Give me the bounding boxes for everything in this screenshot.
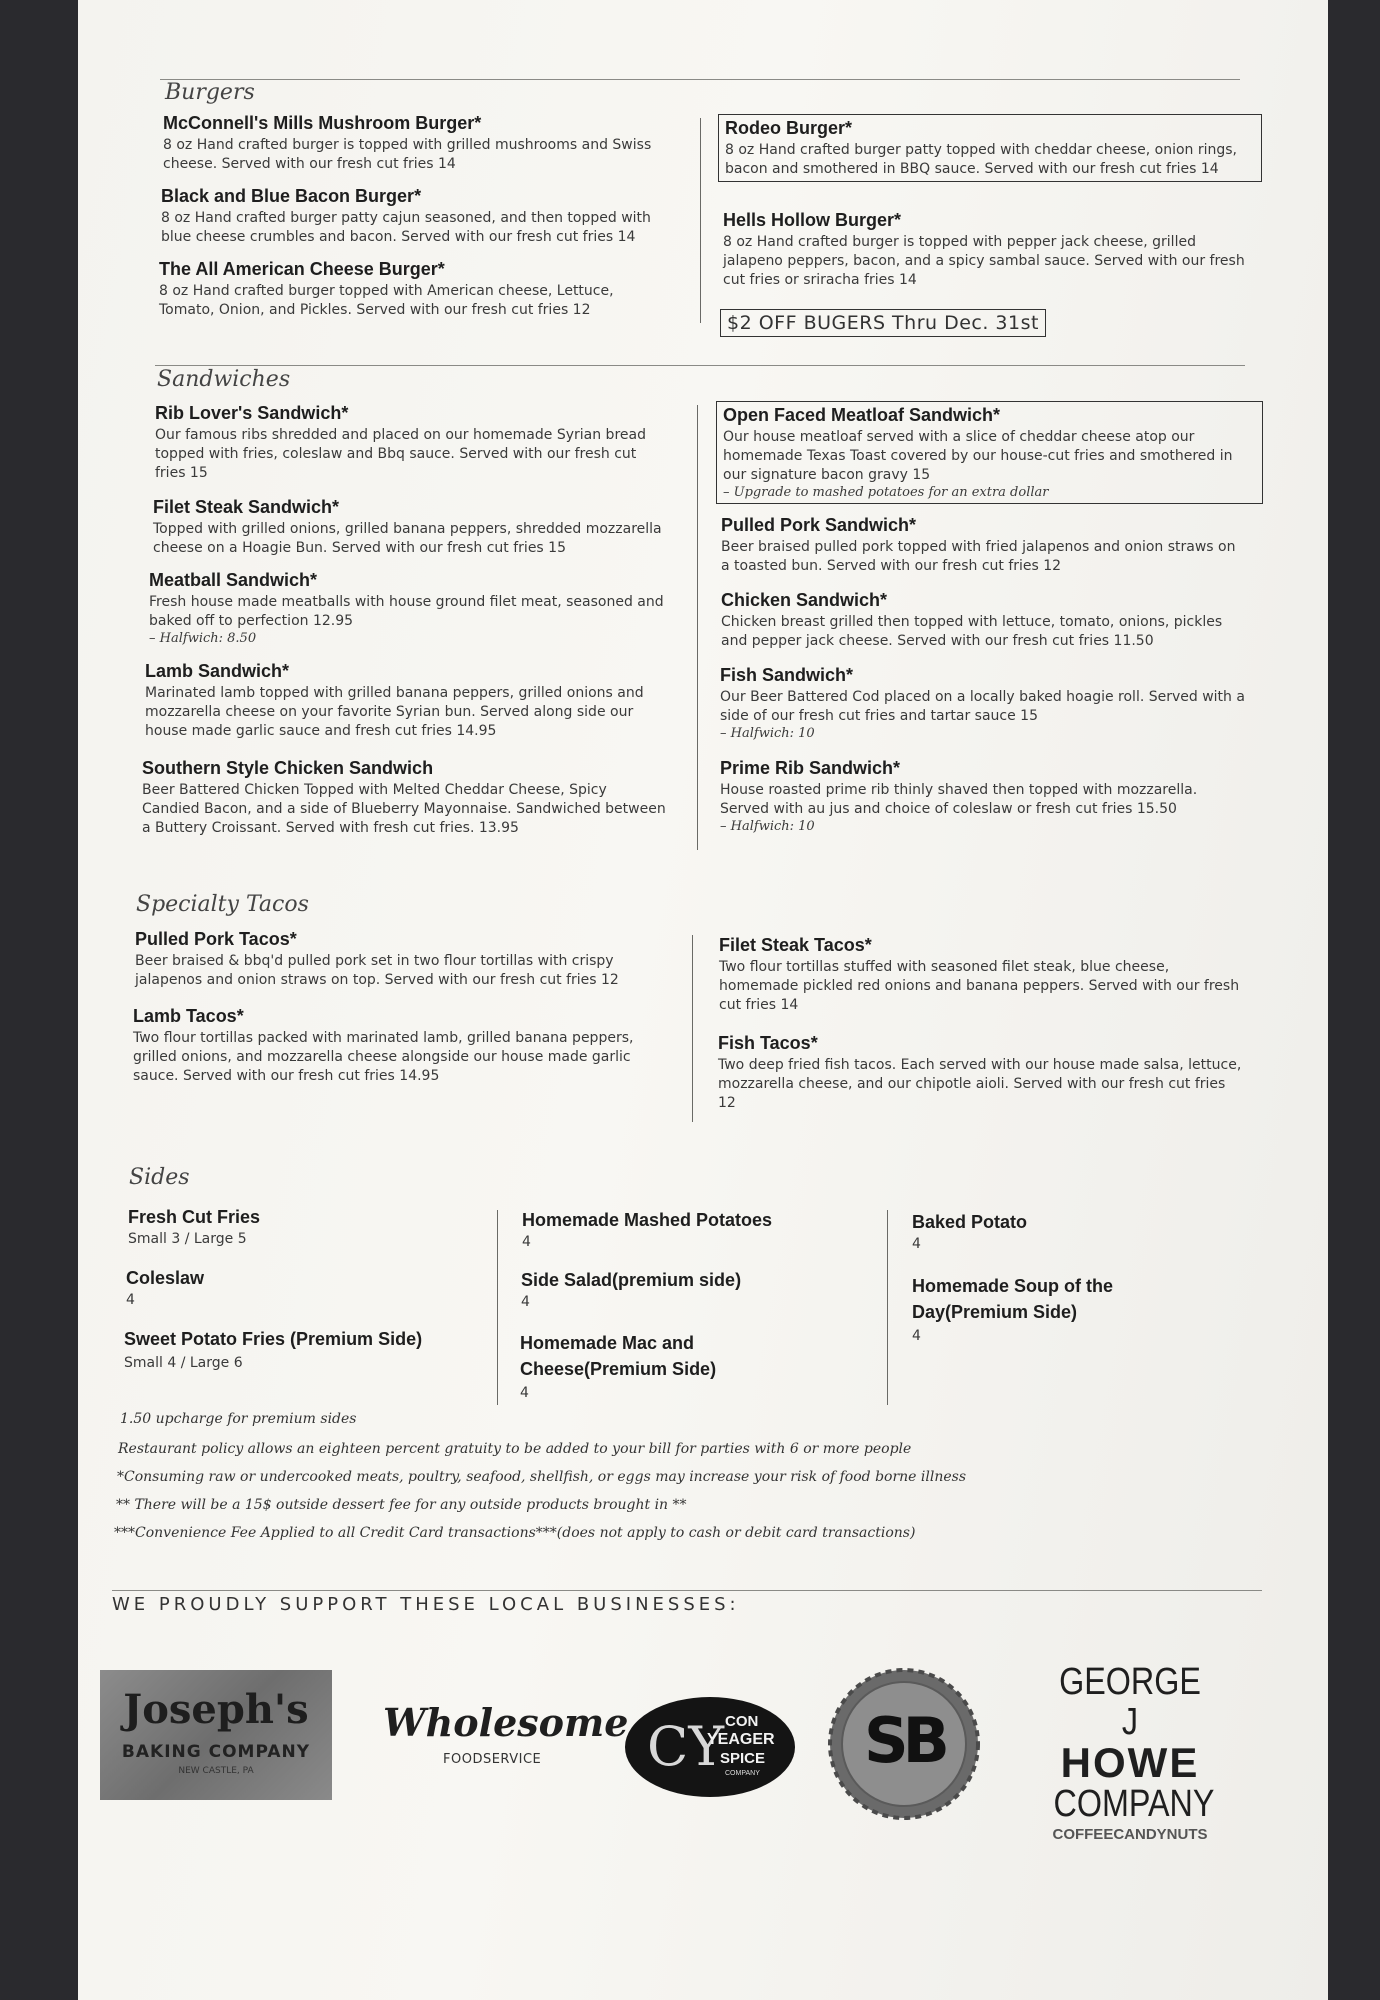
item-name: Homemade Mashed Potatoes — [522, 1210, 773, 1230]
item-price: 4 — [520, 1385, 529, 1401]
menu-item — [155, 403, 670, 483]
item-note: – Halfwich: 10 — [720, 819, 815, 834]
section-divider — [112, 1590, 1262, 1591]
section-divider — [160, 79, 1240, 80]
item-name: Prime Rib Sandwich* — [720, 758, 901, 778]
menu-item — [720, 665, 1245, 742]
item-name: Homemade Mac and Cheese(Premium Side) — [520, 1333, 717, 1379]
menu-item — [163, 113, 673, 174]
menu-item — [721, 515, 1246, 576]
side-item — [522, 1210, 842, 1252]
josephs-logo-name: Joseph's — [123, 1686, 309, 1733]
con-yeager-line3: SPICE — [720, 1750, 766, 1767]
side-item — [912, 1212, 1212, 1254]
menu-item — [133, 1006, 663, 1086]
wholesome-logo-name: Wholesome — [383, 1700, 629, 1745]
item-description: 8 oz Hand crafted burger patty cajun seasoned, and then topped with blue cheese crumbles and bacon. Served with our fresh cut fries 14 — [161, 210, 651, 245]
menu-item — [721, 590, 1246, 651]
menu-item — [149, 570, 669, 647]
menu-item — [718, 1033, 1243, 1113]
menu-item — [720, 758, 1245, 835]
item-name: Side Salad(premium side) — [521, 1270, 742, 1290]
column-divider — [692, 935, 693, 1122]
menu-item — [719, 935, 1244, 1015]
item-description: Beer braised pulled pork topped with fried jalapenos and onion straws on a toasted bun. Served with our fresh cut fries 12 — [721, 539, 1236, 574]
item-name: Black and Blue Bacon Burger* — [161, 186, 422, 206]
menu-item — [142, 758, 667, 838]
george-j-howe-logo — [1040, 1661, 1220, 1843]
item-name: Filet Steak Tacos* — [719, 935, 872, 955]
con-yeager-line2: YEAGER — [707, 1731, 775, 1748]
con-yeager-line4: COMPANY — [725, 1770, 760, 1777]
menu-item — [145, 661, 670, 741]
sb-bottle-cap-logo — [828, 1668, 980, 1820]
item-name: Meatball Sandwich* — [149, 570, 318, 590]
item-description: Beer braised & bbq'd pulled pork set in two flour tortillas with crispy jalapenos and onion straws on top. Served with our fresh cut fries 12 — [135, 953, 619, 988]
wholesome-foodservice-logo — [383, 1700, 629, 1780]
item-description: Topped with grilled onions, grilled banana peppers, shredded mozzarella cheese on a Hoagie Bun. Served with our fresh cut fries 15 — [153, 521, 662, 556]
side-item — [124, 1326, 424, 1373]
side-item — [521, 1270, 841, 1312]
item-note: – Halfwich: 8.50 — [149, 631, 257, 646]
side-item — [128, 1207, 428, 1249]
item-price: 4 — [912, 1328, 921, 1344]
item-name: Southern Style Chicken Sandwich — [142, 758, 434, 778]
item-name: Homemade Soup of the Day(Premium Side) — [912, 1276, 1114, 1322]
item-description: House roasted prime rib thinly shaved then topped with mozzarella. Served with au jus and choice of coleslaw or fresh cut fries 15.50 — [720, 782, 1198, 817]
item-name: Hells Hollow Burger* — [723, 210, 902, 230]
item-name: Rib Lover's Sandwich* — [155, 403, 349, 423]
menu-item — [161, 186, 671, 247]
item-name: Coleslaw — [126, 1268, 205, 1288]
wholesome-logo-tagline: FOODSERVICE — [443, 1752, 542, 1767]
footnote: ***Convenience Fee Applied to all Credit Card transactions***(does not apply to cash or debit card transactions) — [114, 1525, 916, 1541]
howe-logo-line2: HOWE — [1060, 1739, 1200, 1786]
column-divider — [700, 118, 701, 323]
item-name: Fresh Cut Fries — [128, 1207, 261, 1227]
side-item — [912, 1273, 1162, 1346]
item-note: – Upgrade to mashed potatoes for an extra dollar — [723, 485, 1049, 500]
item-name: McConnell's Mills Mushroom Burger* — [163, 113, 482, 133]
menu-item — [723, 210, 1248, 290]
item-name: Baked Potato — [912, 1212, 1028, 1232]
con-yeager-line1: CON — [725, 1713, 759, 1730]
section-title-burgers: Burgers — [165, 80, 255, 105]
section-title-sides: Sides — [129, 1165, 190, 1190]
item-description: Two deep fried fish tacos. Each served with our house made salsa, lettuce, mozzarella cheese, and our chipotle aioli. Served with our fresh cut fries 12 — [718, 1057, 1242, 1111]
item-name: The All American Cheese Burger* — [159, 259, 445, 279]
item-price: Small 3 / Large 5 — [128, 1231, 247, 1247]
column-divider — [497, 1210, 498, 1405]
side-item — [126, 1268, 426, 1310]
column-divider — [697, 405, 698, 850]
footnote: Restaurant policy allows an eighteen percent gratuity to be added to your bill for parties with 6 or more people — [118, 1441, 912, 1457]
item-price: 4 — [126, 1292, 135, 1308]
section-divider — [155, 365, 1245, 366]
item-description: 8 oz Hand crafted burger topped with American cheese, Lettuce, Tomato, Onion, and Pickles. Served with our fresh cut fries 12 — [159, 283, 614, 318]
item-name: Fish Sandwich* — [720, 665, 854, 685]
item-name: Sweet Potato Fries (Premium Side) — [124, 1329, 423, 1349]
item-name: Rodeo Burger* — [725, 118, 853, 138]
menu-item-featured — [716, 401, 1263, 504]
item-price: 4 — [912, 1236, 921, 1252]
footnote: ** There will be a 15$ outside dessert fee for any outside products brought in ** — [116, 1497, 687, 1513]
item-description: Beer Battered Chicken Topped with Melted Cheddar Cheese, Spicy Candied Bacon, and a side of Blueberry Mayonnaise. Sandwiched between a Buttery Croissant. Served with fresh cut fries. 13.95 — [142, 782, 666, 836]
item-description: 8 oz Hand crafted burger patty topped with cheddar cheese, onion rings, bacon and smothered in BBQ sauce. Served with our fresh cut fries 14 — [725, 142, 1237, 177]
item-description: 8 oz Hand crafted burger is topped with grilled mushrooms and Swiss cheese. Served with our fresh cut fries 14 — [163, 137, 652, 172]
josephs-baking-logo — [100, 1670, 332, 1800]
josephs-logo-tagline: BAKING COMPANY — [121, 1742, 311, 1762]
item-name: Filet Steak Sandwich* — [153, 497, 340, 517]
item-name: Chicken Sandwich* — [721, 590, 888, 610]
item-name: Open Faced Meatloaf Sandwich* — [723, 405, 1001, 425]
item-name: Lamb Tacos* — [133, 1006, 244, 1026]
josephs-logo-location: NEW CASTLE, PA — [178, 1766, 254, 1776]
item-name: Fish Tacos* — [718, 1033, 818, 1053]
item-price: 4 — [522, 1234, 531, 1250]
item-description: Our house meatloaf served with a slice of cheddar cheese atop our homemade Texas Toast covered by our house-cut fries and smothered in our signature bacon gravy 15 — [723, 429, 1233, 483]
item-description: Two flour tortillas packed with marinated lamb, grilled banana peppers, grilled onions, and mozzarella cheese alongside our house made garlic sauce. Served with our fresh cut fries 14.95 — [133, 1030, 634, 1084]
section-title-tacos: Specialty Tacos — [136, 892, 309, 917]
item-name: Pulled Pork Tacos* — [135, 929, 297, 949]
menu-item — [153, 497, 668, 558]
footnote: *Consuming raw or undercooked meats, poultry, seafood, shellfish, or eggs may increase your risk of food borne illness — [117, 1469, 967, 1485]
item-name: Pulled Pork Sandwich* — [721, 515, 917, 535]
footnote: 1.50 upcharge for premium sides — [120, 1411, 357, 1427]
item-description: 8 oz Hand crafted burger is topped with pepper jack cheese, grilled jalapeno peppers, bacon, and a spicy sambal sauce. Served with our fresh cut fries or sriracha fries 14 — [723, 234, 1245, 288]
item-description: Two flour tortillas stuffed with seasoned filet steak, blue cheese, homemade pickled red onions and banana peppers. Served with our fresh cut fries 14 — [719, 959, 1240, 1013]
menu-item-featured — [718, 114, 1262, 182]
item-name: Lamb Sandwich* — [145, 661, 290, 681]
item-description: Marinated lamb topped with grilled banana peppers, grilled onions and mozzarella cheese on your favorite Syrian bun. Served along side our house made garlic sauce and fresh cut fries 14.95 — [145, 685, 644, 739]
sb-monogram: SB — [864, 1704, 944, 1777]
item-price: 4 — [521, 1294, 530, 1310]
item-note: – Halfwich: 10 — [720, 726, 815, 741]
promo-banner: $2 OFF BUGERS Thru Dec. 31st — [720, 309, 1046, 337]
item-description: Chicken breast grilled then topped with lettuce, tomato, onions, pickles and pepper jack cheese. Served with our fresh cut fries 11.50 — [721, 614, 1223, 649]
howe-logo-line4: COFFEECANDYNUTS — [1052, 1826, 1208, 1843]
item-description: Our Beer Battered Cod placed on a locally baked hoagie roll. Served with a side of our fresh cut fries and tartar sauce 15 — [720, 689, 1245, 724]
menu-item — [159, 259, 669, 320]
howe-logo-line3: COMPANY — [1053, 1783, 1215, 1825]
item-price: Small 4 / Large 6 — [124, 1355, 243, 1371]
menu-item — [135, 929, 665, 990]
howe-logo-line1: GEORGE J — [1059, 1661, 1201, 1743]
con-yeager-spice-logo — [625, 1697, 795, 1797]
side-item — [520, 1330, 780, 1403]
column-divider — [887, 1210, 888, 1405]
item-description: Fresh house made meatballs with house ground filet meat, seasoned and baked off to perfection 12.95 — [149, 594, 664, 629]
support-heading: WE PROUDLY SUPPORT THESE LOCAL BUSINESSES: — [112, 1594, 740, 1615]
item-description: Our famous ribs shredded and placed on our homemade Syrian bread topped with fries, coleslaw and Bbq sauce. Served with our fresh cut fries 15 — [155, 427, 646, 481]
section-title-sandwiches: Sandwiches — [157, 367, 291, 392]
con-yeager-monogram: CY — [647, 1715, 724, 1778]
